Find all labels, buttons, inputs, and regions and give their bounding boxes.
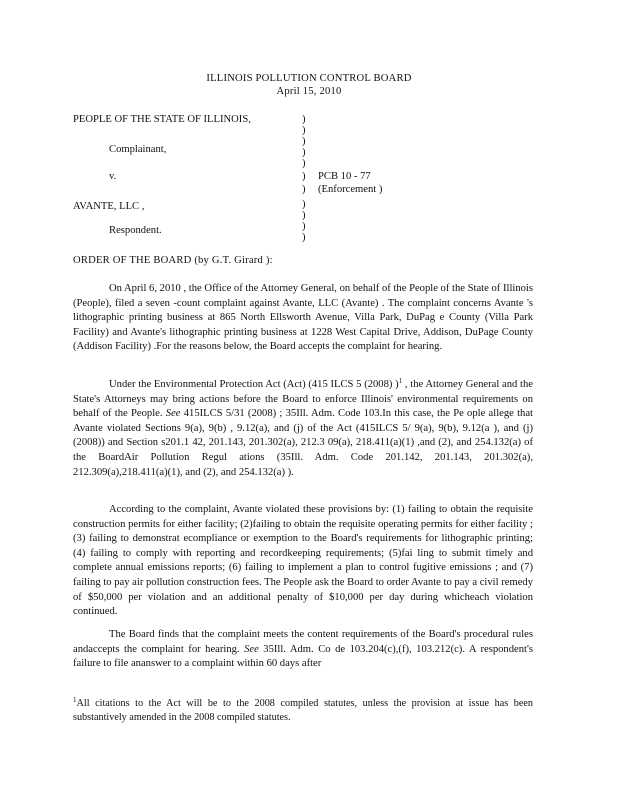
paragraph-allegations <box>73 503 533 620</box>
caption-paren: ) <box>302 125 306 136</box>
footnote-text: All citations to the Act will be to the 2008 compiled statutes, unless the provision at issue has been substantively amended in the 2008 compiled statutes. <box>73 698 533 723</box>
plaintiff-name: PEOPLE OF THE STATE OF ILLINOIS, <box>73 114 251 125</box>
case-caption <box>73 114 553 244</box>
case-type: (Enforcement ) <box>318 184 383 195</box>
paragraph-text: 415ILCS 5/31 (2008) ; 35Ill. Adm. Code 103.In this case, the Pe ople allege that Avante violated Sections 9(a), 9(b) , 9.12(a), and (j) of the Act (415ILCS 5/ 9(a), 9(b), 9.12(a ), and (j) (2008)) and Section s201.1 42, 201.143, 201.302(a), 212.3 09(a), 218.411(a)(1) ,and (2), and 254.132(a) of the BoardAir Pollution Regul ations (35Ill. Adm. Code 201.142, 201.143, 201.302(a), 212.309(a),218.411(a)(1), and (2), and 254.132(a) ). <box>73 408 533 478</box>
caption-paren: ) <box>302 114 306 125</box>
caption-paren: ) <box>302 147 306 158</box>
footnote-ref[interactable]: 1 <box>398 377 403 385</box>
respondent-label: Respondent. <box>109 225 162 236</box>
paragraph-text: The Board finds that the complaint meets the content requirements of the Board's procedural rules andaccepts the complaint for hearing. <box>73 629 533 655</box>
order-heading: ORDER OF THE BOARD (by G.T. Girard ): <box>73 255 273 266</box>
paragraph-text: 35Ill. Adm. Co de 103.204(c),(f), 103.212(c). A respondent's failure to file ananswer to a complaint within 60 days after <box>73 643 533 670</box>
defendant-name: AVANTE, LLC , <box>73 201 145 212</box>
paragraph-text: , the Attorney General and the State's Attorneys may bring actions before the Board to enforce Illinois' environmental requirements on behalf of the People. <box>73 379 533 420</box>
paragraph-text: According to the complaint, Avante violated these provisions by: (1) failing to obtain the requisite construction permits for either facility; (2)failing to obtain the requisite operating permits for either facility ; (3) failing to demonstrat ecompliance or exemption to the Board's requirements for lithographic printing; (4) failing to comply with reporting and recordkeeping requirements; (5)fai ling to submit timely and complete annual emissions reports; (6) failing to implement a plan to control fugitive emissions ; and (7) failing to pay air pollution construction fees. The People ask the Board to order Avante to pay a civil remedy of $50,000 per violation and an additional penalty of $10,000 per day during whicheach violation continued. <box>73 504 533 618</box>
caption-paren: ) <box>302 136 306 147</box>
versus-label: v. <box>109 171 117 182</box>
complainant-label: Complainant, <box>109 144 167 155</box>
citation-signal: See <box>165 408 181 420</box>
caption-paren: ) <box>302 210 306 221</box>
caption-paren: ) <box>302 184 306 195</box>
paragraph-authority <box>73 378 533 480</box>
caption-paren: ) <box>302 158 306 169</box>
citation-signal: See <box>244 643 259 655</box>
caption-paren: ) <box>302 232 306 243</box>
paragraph-text: Under the Environmental Protection Act (Act) (415 ILCS 5 (2008) ) <box>109 379 399 390</box>
footnote <box>73 697 533 725</box>
caption-paren: ) <box>302 171 306 182</box>
paragraph-text: On April 6, 2010 , the Office of the Attorney General, on behalf of the People of the State of Illinois (People), filed a seven -count complaint against Avante, LLC (Avante) . The complaint concerns Avante 's lithographic printing business at 865 North Ellsworth Avenue, Villa Park, DuPag e County (Villa Park Facility) and Avante's lithographic printing business at 1228 West Capital Drive, Addison, DuPage County (Addison Facility) .For the reasons below, the Board accepts the complaint for hearing. <box>73 283 533 353</box>
agency-title: ILLINOIS POLLUTION CONTROL BOARD <box>206 73 412 84</box>
caption-paren: ) <box>302 221 306 232</box>
footnote-mark: 1 <box>73 696 77 704</box>
paragraph-acceptance <box>73 628 533 672</box>
caption-paren: ) <box>302 199 306 210</box>
order-date: April 15, 2010 <box>276 86 342 97</box>
case-number: PCB 10 - 77 <box>318 171 371 182</box>
paragraph-filing <box>73 282 533 355</box>
